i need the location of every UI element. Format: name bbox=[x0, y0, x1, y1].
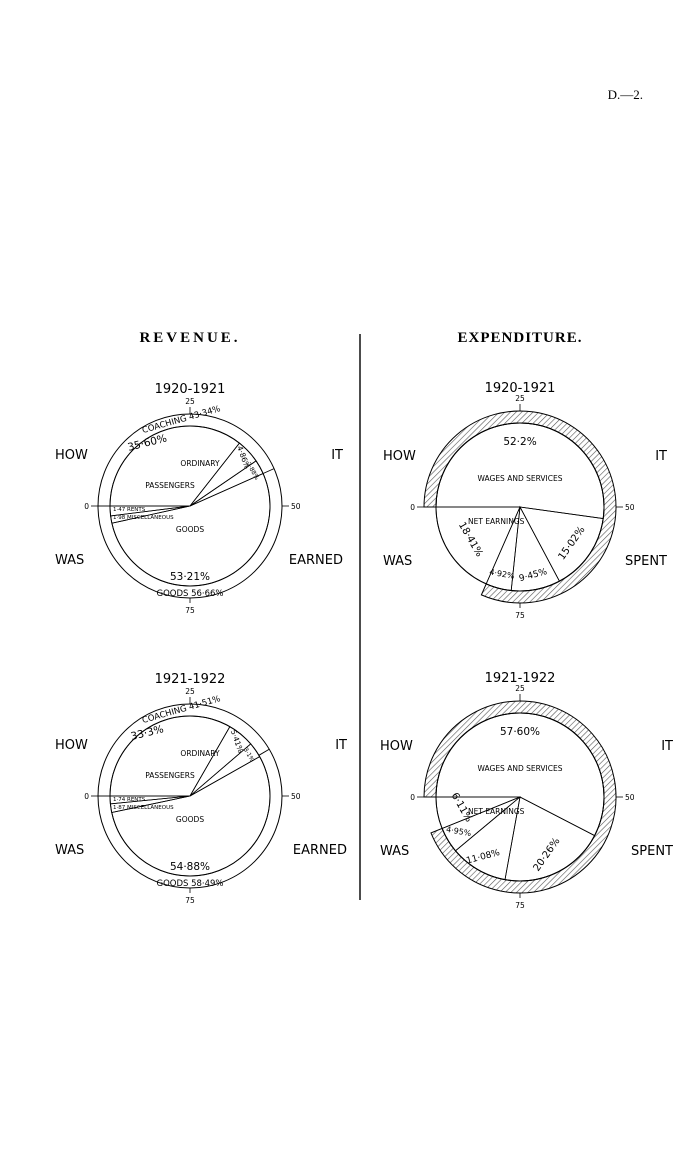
expenditure-1920-1921-chart bbox=[383, 381, 667, 620]
side-word-how: HOW bbox=[55, 448, 88, 463]
ring-label-coaching: COACHING 43·34% bbox=[141, 404, 222, 437]
slice-value-goods: 54·88% bbox=[169, 861, 211, 873]
revenue-1921-1922-chart bbox=[55, 672, 347, 905]
ring-divider bbox=[263, 469, 274, 474]
revenue-heading: REVENUE. bbox=[139, 330, 241, 346]
side-word-how: HOW bbox=[380, 739, 413, 754]
slice-value-small: 2·88% bbox=[244, 461, 261, 482]
slice-value-fuel: 20·26% bbox=[531, 836, 563, 874]
expenditure-1921-1922-chart bbox=[380, 671, 673, 910]
dial-label-75: 75 bbox=[185, 606, 195, 615]
slice-value-season: 5·41% bbox=[228, 728, 246, 754]
slice-label-net: NET EARNINGS bbox=[468, 517, 525, 526]
slice-value-rents: 1·74 RENTS bbox=[113, 797, 146, 803]
dial-label-50: 50 bbox=[625, 503, 635, 512]
side-word-final: SPENT bbox=[625, 554, 667, 569]
dial-label-50: 50 bbox=[625, 793, 635, 802]
side-word-final: EARNED bbox=[292, 843, 347, 858]
revenue-1920-1921-chart bbox=[55, 382, 343, 615]
slice-value-misc: 1·98 MISCELLANEOUS bbox=[113, 515, 174, 521]
ring-label-coaching: COACHING 41·51% bbox=[141, 694, 222, 727]
slice-value-misc: 1·87 MISCELLANEOUS bbox=[113, 805, 174, 811]
slice-value-small: 3·1% bbox=[241, 746, 256, 764]
ring-label-goods: GOODS 56·66% bbox=[156, 589, 224, 599]
slice-value-rents: 1·47 RENTS bbox=[113, 507, 146, 513]
slice-value-goods: 53·21% bbox=[169, 571, 211, 583]
slice-label-goods: GOODS bbox=[175, 525, 205, 534]
slice-label-wages: WAGES AND SERVICES bbox=[477, 764, 563, 773]
side-word-it: IT bbox=[655, 449, 667, 464]
side-word-it: IT bbox=[661, 739, 673, 754]
side-word-how: HOW bbox=[55, 738, 88, 753]
slice-value-sundry: 4·92% bbox=[488, 567, 516, 581]
dial-label-0: 0 bbox=[84, 502, 89, 511]
dial-label-25: 25 bbox=[185, 687, 195, 696]
slice-label-ordinary: ORDINARY bbox=[180, 749, 220, 758]
expenditure-heading: EXPENDITURE. bbox=[457, 330, 583, 346]
dial-label-75: 75 bbox=[515, 901, 525, 910]
slice-value-fuel: 15·02% bbox=[556, 524, 588, 563]
side-word-was: WAS bbox=[380, 844, 410, 859]
dial-label-50: 50 bbox=[291, 792, 301, 801]
slice-label-net: NET EARNINGS bbox=[468, 807, 525, 816]
slice-label-wages: WAGES AND SERVICES bbox=[477, 474, 563, 483]
dial-label-75: 75 bbox=[515, 611, 525, 620]
chart-title: 1920-1921 bbox=[484, 381, 556, 396]
slice-value-passengers: 33·3% bbox=[129, 723, 165, 743]
dial-label-25: 25 bbox=[515, 684, 525, 693]
dial-label-25: 25 bbox=[515, 394, 525, 403]
slice-label-passengers: PASSENGERS bbox=[145, 481, 195, 490]
chart-title: 1921-1922 bbox=[154, 672, 226, 687]
dial-label-25: 25 bbox=[185, 397, 195, 406]
slice-value-wages: 57·60% bbox=[499, 726, 541, 738]
slice-value-stores: 9·45% bbox=[518, 567, 549, 585]
dial-label-0: 0 bbox=[84, 792, 89, 801]
slice-label-ordinary: ORDINARY bbox=[180, 459, 220, 468]
dial-label-0: 0 bbox=[410, 503, 415, 512]
ring-label-goods: GOODS 58·49% bbox=[156, 879, 224, 889]
page-reference: D.—2. bbox=[607, 87, 643, 102]
chart-title: 1920-1921 bbox=[154, 382, 226, 397]
side-word-final: SPENT bbox=[631, 844, 673, 859]
slice-label-passengers: PASSENGERS bbox=[145, 771, 195, 780]
dial-label-50: 50 bbox=[291, 502, 301, 511]
slice-label-goods: GOODS bbox=[175, 815, 205, 824]
side-word-was: WAS bbox=[383, 554, 413, 569]
pie-slice bbox=[190, 727, 251, 796]
ring-divider bbox=[259, 749, 269, 755]
dial-label-75: 75 bbox=[185, 896, 195, 905]
slice-value-sundry: 4·95% bbox=[445, 824, 472, 839]
slice-value-passengers: 35·60% bbox=[126, 432, 169, 454]
slice-value-wages: 52·2% bbox=[503, 436, 537, 448]
side-word-how: HOW bbox=[383, 449, 416, 464]
side-word-final: EARNED bbox=[288, 553, 343, 568]
slice-value-stores: 11·08% bbox=[465, 847, 502, 867]
side-word-was: WAS bbox=[55, 843, 85, 858]
dial-label-0: 0 bbox=[410, 793, 415, 802]
chart-title: 1921-1922 bbox=[484, 671, 556, 686]
slice-value-season: 4·86% bbox=[235, 444, 252, 471]
pie-slice bbox=[110, 426, 239, 506]
side-word-was: WAS bbox=[55, 553, 85, 568]
slice-value-net: 18·41% bbox=[455, 520, 485, 559]
side-word-it: IT bbox=[331, 448, 343, 463]
side-word-it: IT bbox=[335, 738, 347, 753]
slice-value-net: 6·11% bbox=[448, 791, 475, 825]
